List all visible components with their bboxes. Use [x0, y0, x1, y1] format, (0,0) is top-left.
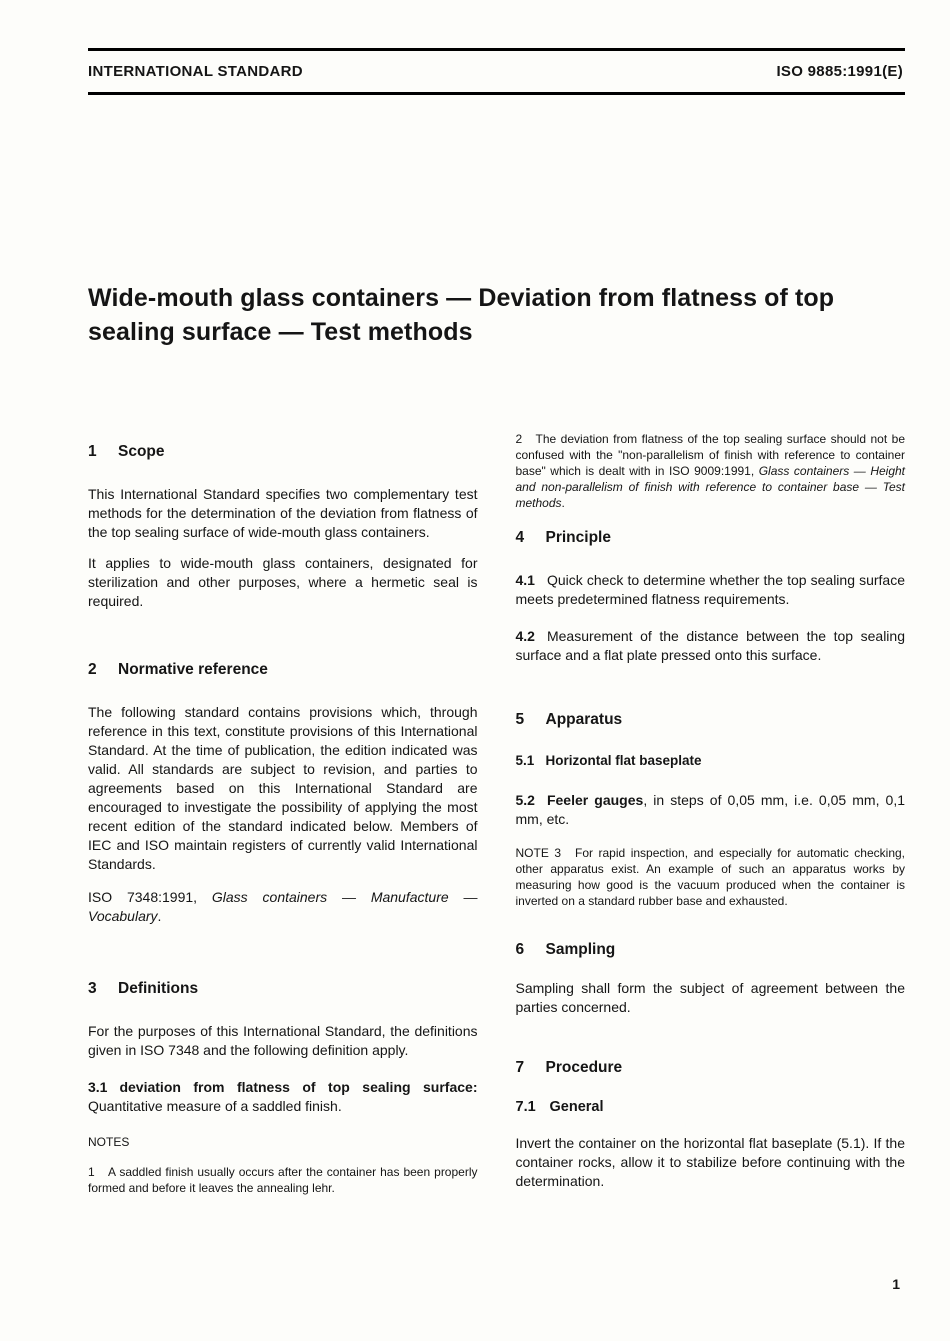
note-number: 2 [515, 432, 523, 446]
left-column [88, 431, 478, 1196]
clause-number: 4.2 [515, 628, 535, 644]
note-text: The deviation from flatness of the top sealing surface should not be confused with the "non-parallelism of finish with reference to container base" which is dealt with in ISO 9009:1991, [515, 432, 905, 478]
section-number: 6 [515, 941, 525, 958]
document-body [88, 431, 905, 1196]
section-title: Principle [545, 529, 611, 546]
reference-designation: ISO 7348:1991, [88, 889, 212, 905]
section-title: Definitions [118, 980, 199, 997]
para-principle-4-1 [516, 571, 906, 609]
note-reference-title: Glass containers — Height and non-parallelism of finish with reference to container base — Test methods [515, 464, 906, 510]
para-scope-2: It applies to wide-mouth glass containers, designated for sterilization and other purposes, where a hermetic seal is required. [88, 555, 478, 609]
section-title: Apparatus [545, 711, 623, 728]
para-definition-3-1 [88, 1078, 478, 1116]
section-number: 4 [515, 529, 525, 546]
heading-principle [516, 529, 906, 547]
clause-title: General [549, 1099, 604, 1115]
note-text: A saddled finish usually occurs after the container has been properly formed and before it leaves the annealing lehr. [88, 1165, 478, 1195]
section-title: Sampling [545, 941, 616, 958]
clause-text: Quick check to determine whether the top sealing surface meets predetermined flatness requirements. [515, 572, 905, 607]
section-number: 1 [88, 443, 97, 460]
note-label: NOTE 3 [515, 846, 562, 860]
header-doc-number: ISO 9885:1991(E) [776, 63, 903, 80]
clause-number: 5.2 [515, 792, 535, 808]
note-period: . [561, 496, 565, 510]
apparatus-term: Feeler gauges [546, 792, 644, 808]
para-sampling-1: Sampling shall form the subject of agreement between the parties concerned. [515, 980, 905, 1015]
section-title: Scope [118, 443, 165, 460]
heading-apparatus [516, 711, 906, 729]
note-number: 1 [88, 1165, 95, 1179]
heading-scope [88, 443, 478, 461]
para-normative-1: The following standard contains provisions which, through reference in this text, constitute provisions of this International Standard. At the time of publication, the edition indicated was valid. All standards are subject to revision, and parties to agreements based on this International Standard are encouraged to investigate the possibility of applying the most recent edition of the standard indicated below. Members of IEC and ISO maintain registers of currently valid International Standards. [88, 704, 478, 872]
right-column [516, 431, 906, 1196]
clause-text: Measurement of the distance between the top sealing surface and a flat plate pressed onto this surface. [515, 628, 905, 663]
header-doc-type: INTERNATIONAL STANDARD [88, 63, 303, 80]
clause-number: 7.1 [515, 1099, 536, 1115]
heading-normative-reference [88, 661, 478, 679]
clause-number: 5.1 [515, 753, 535, 768]
section-number: 5 [515, 711, 525, 728]
heading-procedure [516, 1059, 906, 1077]
note-text: For rapid inspection, and especially for automatic checking, other apparatus exist. An example of such an apparatus works by measuring how good is the vacuum produced when the container is inverted on a standard rubber base and exhausted. [515, 846, 905, 908]
document-header [88, 48, 905, 95]
heading-apparatus-5-1 [516, 753, 906, 769]
section-number: 3 [88, 980, 97, 997]
clause-text: , in steps of 0,05 mm, i.e. 0,05 mm, 0,1 mm, etc. [515, 792, 905, 827]
heading-procedure-7-1 [516, 1099, 906, 1116]
definition-text: Quantitative measure of a saddled finish. [88, 1098, 342, 1114]
section-number: 7 [515, 1059, 525, 1076]
para-normative-reference [88, 888, 478, 926]
clause-title: Horizontal flat baseplate [545, 753, 702, 768]
document-title: Wide-mouth glass containers — Deviation from flatness of top sealing surface — Test methods [88, 284, 835, 346]
section-number: 2 [88, 661, 97, 678]
heading-definitions [88, 980, 478, 998]
reference-title: Glass containers — Manufacture — Vocabulary [88, 889, 478, 924]
para-procedure-7-1: Invert the container on the horizontal flat baseplate (5.1). If the container rocks, allow it to stabilize before continuing with the determination. [515, 1135, 905, 1189]
notes-caption: NOTES [88, 1135, 130, 1149]
clause-number: 4.1 [515, 572, 535, 588]
note-3 [516, 845, 906, 909]
para-scope-1: This International Standard specifies two complementary test methods for the determination of the deviation from flatness of the top sealing surface of wide-mouth glass containers. [88, 486, 478, 540]
note-1 [88, 1164, 478, 1196]
definition-term: deviation from flatness of top sealing surface: [119, 1079, 478, 1095]
note-2 [516, 431, 906, 511]
definition-number: 3.1 [88, 1079, 108, 1095]
para-definitions-1: For the purposes of this International Standard, the definitions given in ISO 7348 and the following definition apply. [88, 1023, 478, 1058]
reference-period: . [157, 908, 162, 924]
header-rule-bottom [88, 92, 905, 95]
header-row [88, 51, 905, 92]
para-principle-4-2 [516, 627, 906, 665]
heading-sampling [516, 941, 906, 959]
page-number: 1 [892, 1276, 900, 1292]
section-title: Procedure [545, 1059, 623, 1076]
para-apparatus-5-2 [516, 791, 906, 829]
section-title: Normative reference [118, 661, 268, 678]
